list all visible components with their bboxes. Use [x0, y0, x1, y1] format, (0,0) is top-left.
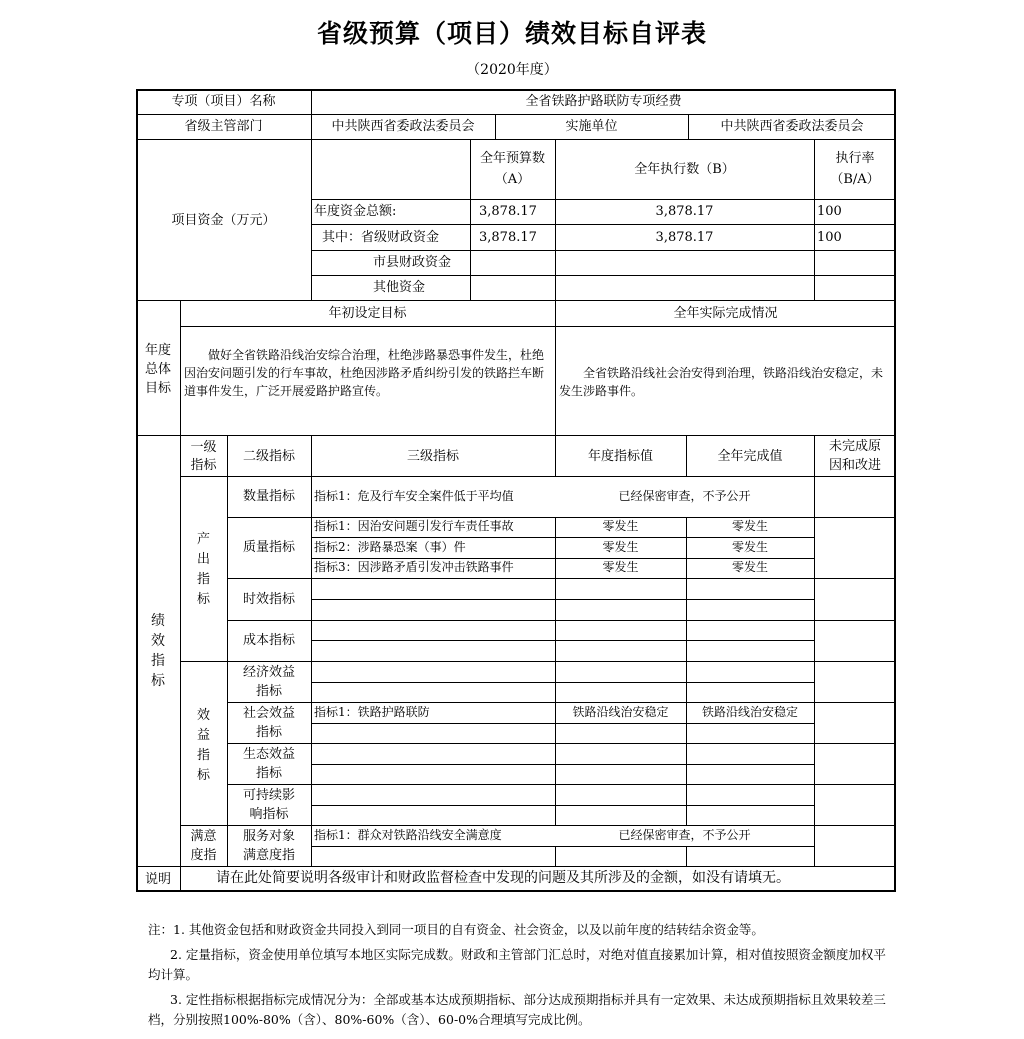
project-name-label: 专项（项目）名称: [171, 94, 276, 109]
dept-value: 中共陕西省委政法委员会: [331, 119, 475, 134]
social-item: 指标1：铁路护路联防: [314, 705, 430, 719]
funds-provincial-rate: 100: [817, 230, 842, 245]
header-reason: 未完成原: [828, 439, 881, 454]
sustainable-label-2: 响指标: [249, 807, 289, 822]
header-level2: 二级指标: [242, 449, 295, 464]
quality-item-2-target: 零发生: [602, 540, 639, 554]
funds-col-a-sub: （A）: [494, 172, 531, 187]
effect-label-1: 效: [196, 708, 210, 723]
quality-item-3-target: 零发生: [602, 560, 639, 574]
sustainable-label-1: 可持续影: [242, 788, 295, 803]
indicators-label-4: 标: [151, 673, 165, 689]
remarks-label: 说明: [144, 872, 171, 887]
dept-label: 省级主管部门: [184, 119, 263, 134]
goals-actual-text: 全省铁路沿线社会治安得到治理，铁路沿线治安稳定，未发生涉路事件。: [559, 366, 884, 398]
quality-item-1-target: 零发生: [602, 519, 639, 533]
funds-label: 项目资金（万元）: [171, 213, 276, 228]
satisfaction-label-1: 满意: [190, 829, 217, 844]
effect-label-4: 标: [196, 768, 210, 783]
funds-total-a: 3,878.17: [479, 204, 537, 219]
goals-initial-header: 年初设定目标: [328, 306, 407, 321]
note-2: 2. 定量指标，资金使用单位填写本地区实际完成数。财政和主管部门汇总时，对绝对值直接累加计算，相对值按照资金额度加权平均计算。: [148, 947, 886, 982]
goals-label-2: 总体: [144, 362, 171, 377]
service-item: 指标1：群众对铁路沿线安全满意度: [314, 828, 502, 842]
funds-col-rate-sub: （B/A）: [830, 172, 880, 187]
indicators-label-2: 效: [151, 633, 165, 649]
social-label-2: 指标: [255, 725, 282, 740]
goals-actual-header: 全年实际完成情况: [673, 306, 778, 321]
goals-initial-text: 做好全省铁路沿线治安综合治理，杜绝涉路暴恐事件发生，杜绝因治安问题引发的行车事故，杜绝因涉路矛盾纠纷引发的铁路拦车断道事件发生，广泛开展爱路护路宣传。: [184, 348, 545, 398]
quality-item-3: 指标3：因涉路矛盾引发冲击铁路事件: [314, 560, 514, 574]
funds-total-label: 年度资金总额:: [314, 204, 397, 219]
ecological-label-2: 指标: [255, 766, 282, 781]
economic-label-1: 经济效益: [242, 665, 295, 680]
header-target: 年度指标值: [587, 449, 653, 464]
funds-provincial-label: 其中：省级财政资金: [322, 230, 440, 245]
effect-label-3: 指: [196, 748, 210, 763]
goals-label-1: 年度: [144, 343, 171, 358]
funds-total-rate: 100: [817, 204, 842, 219]
quality-item-2-actual: 零发生: [731, 540, 768, 554]
header-level1-sub: 指标: [190, 458, 217, 473]
funds-total-b: 3,878.17: [655, 204, 714, 219]
header-reason-sub: 因和改进: [828, 458, 881, 473]
funds-provincial-a: 3,878.17: [479, 230, 537, 245]
output-label-1: 产: [196, 532, 210, 547]
header-level1: 一级: [190, 440, 217, 455]
funds-county-label: 市县财政资金: [373, 255, 452, 270]
quality-item-1: 指标1：因治安问题引发行车责任事故: [314, 519, 514, 533]
page-title: 省级预算（项目）绩效目标自评表: [316, 19, 707, 48]
effect-label-2: 益: [196, 728, 210, 743]
funds-other-label: 其他资金: [373, 280, 426, 295]
ecological-label-1: 生态效益: [242, 747, 295, 762]
cost-label: 成本指标: [242, 633, 295, 648]
note-1: 注：1. 其他资金包括和财政资金共同投入到同一项目的自有资金、社会资金，以及以前年度的结转结余资金等。: [148, 922, 764, 937]
indicators-label-3: 指: [151, 653, 165, 669]
social-label-1: 社会效益: [242, 706, 295, 721]
quality-item-3-actual: 零发生: [731, 560, 768, 574]
remarks-text: 请在此处简要说明各级审计和财政监督检查中发现的问题及其所涉及的金额，如没有请填无。: [216, 870, 790, 886]
funds-provincial-b: 3,878.17: [655, 230, 714, 245]
social-item-actual: 铁路沿线治安稳定: [701, 705, 798, 719]
service-label-2: 满意度指: [242, 848, 295, 863]
funds-col-b: 全年执行数（B）: [634, 162, 735, 177]
quantity-merged-value: 已经保密审查，不予公开: [618, 489, 751, 503]
report-year: （2020年度）: [466, 62, 558, 78]
quantity-label: 数量指标: [242, 489, 295, 504]
impl-label: 实施单位: [565, 119, 618, 134]
output-label-2: 出: [196, 552, 210, 567]
output-label-4: 标: [196, 592, 210, 607]
quantity-item: 指标1：危及行车安全案件低于平均值: [314, 489, 514, 503]
funds-col-a: 全年预算数: [479, 151, 545, 166]
economic-label-2: 指标: [255, 684, 282, 699]
goals-label-3: 目标: [144, 381, 171, 396]
note-3: 3. 定性指标根据指标完成情况分为：全部或基本达成预期指标、部分达成预期指标并具有一定效果、未达成预期指标且效果较差三档，分别按照100%-80%（含）、80%-60%（含）、60-0%合理填写完成比例。: [148, 992, 886, 1027]
timeliness-label: 时效指标: [242, 592, 295, 607]
service-merged-value: 已经保密审查，不予公开: [618, 828, 751, 842]
header-level3: 三级指标: [406, 449, 459, 464]
indicators-label-1: 绩: [151, 613, 165, 629]
header-actual: 全年完成值: [717, 449, 783, 464]
quality-item-2: 指标2：涉路暴恐案（事）件: [314, 540, 466, 554]
satisfaction-label-2: 度指: [190, 848, 217, 863]
quality-label: 质量指标: [242, 540, 295, 555]
social-item-target: 铁路沿线治安稳定: [572, 705, 669, 719]
output-label-3: 指: [196, 572, 210, 587]
project-name-value: 全省铁路护路联防专项经费: [525, 94, 682, 109]
impl-value: 中共陕西省委政法委员会: [720, 119, 864, 134]
quality-item-1-actual: 零发生: [731, 519, 768, 533]
service-label-1: 服务对象: [242, 829, 295, 844]
funds-col-rate: 执行率: [835, 151, 875, 166]
